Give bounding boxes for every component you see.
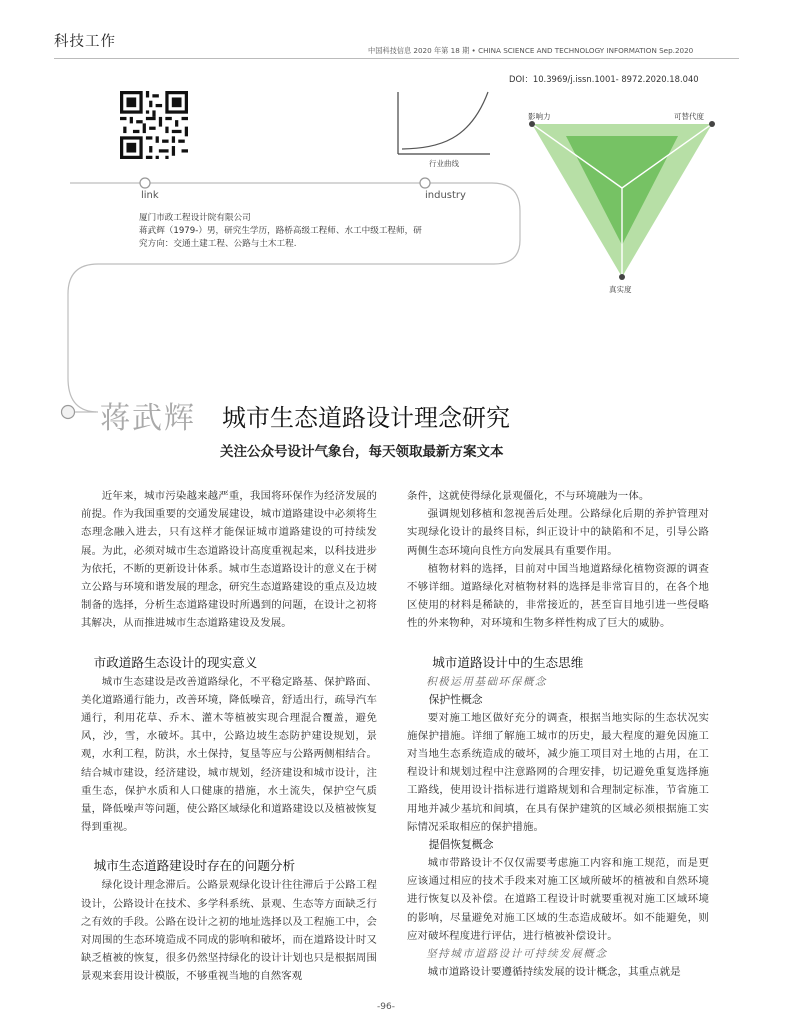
left-column <box>81 487 377 986</box>
sub-heading: 保护性概念 <box>428 692 483 706</box>
sub-heading-italic: 坚持城市道路设计可持续发展概念 <box>426 948 608 961</box>
article-subtitle: 关注公众号设计气象台，每天领取最新方案文本 <box>220 444 504 460</box>
triangle-label-influence: 影响力 <box>528 112 551 121</box>
qr-code <box>120 91 188 159</box>
article-title: 城市生态道路设计理念研究 <box>222 404 510 432</box>
doi-text: DOI：10.3969/j.issn.1001- 8972.2020.18.040 <box>509 74 699 84</box>
triangle-label-authenticity: 真实度 <box>609 285 632 294</box>
right-column <box>407 487 709 981</box>
curve-caption: 行业曲线 <box>429 159 459 168</box>
industry-node <box>420 178 430 188</box>
link-node <box>140 178 150 188</box>
paragraph: 要对施工地区做好充分的调查，根据当地实际的生态状况实施保护措施。详细了解施工城市的历史，最大程度的避免因施工对当地生态系统造成的破坏，减少施工项目对土地的占用，在工程设计和规划过程中注意路网的合理安排，切记避免重复选择施工路线，使用设计指标进行道路规划和合理制定标准，节省施工用地并减少基坑和间填，在具有保护建筑的区域必须根据施工实际情况采取相应的保护措施。 <box>407 711 709 833</box>
title-node <box>62 406 75 419</box>
paragraph: 植物材料的选择，目前对中国当地道路绿化植物资源的调查不够详细。道路绿化对植物材料的选择是非常盲目的，在各个地区使用的材料是稀缺的，非常接近的，甚至盲目地引进一些侵略性的外来物种，对环境和生物多样性构成了巨大的威胁。 <box>407 562 709 630</box>
sub-heading: 提倡恢复概念 <box>428 838 494 852</box>
paragraph: 城市带路设计不仅仅需要考虑施工内容和施工规范，而是更应该通过相应的技术手段来对施工区域所破坏的植被和自然环境进行恢复以及补偿。在道路工程设计时就要重视对施工区域环境的影响，尽量避免对施工区域的生态造成破坏。如不能避免，则应对破坏程度进行评估，进行植被补偿设计。 <box>407 857 709 942</box>
paragraph: 条件，这就使得绿化景观僵化，不与环境融为一体。 <box>407 490 650 502</box>
industry-curve <box>402 92 488 149</box>
section-heading: 市政道路生态设计的现实意义 <box>93 654 258 670</box>
paragraph: 城市道路设计要遵循持续发展的设计概念，其重点就是 <box>427 966 681 979</box>
author-info <box>139 212 499 251</box>
section-heading: 城市道路设计中的生态思维 <box>432 654 584 670</box>
author-research: 究方向：交通土建工程、公路与土木工程. <box>139 239 297 249</box>
author-name-title: 蒋武辉 <box>100 401 196 436</box>
paragraph: 强调规划移植和忽视善后处理。公路绿化后期的养护管理对实现绿化设计的最终目标，纠正设计中的缺陷和不足，引导公路两侧生态环境向良性方向发展具有重要作用。 <box>407 508 709 557</box>
link-label: link <box>141 190 159 201</box>
sub-heading-italic: 积极运用基础环保概念 <box>426 675 548 688</box>
journal-line: 中国科技信息 2020 年第 18 期 • CHINA SCIENCE AND TECHNOLOGY INFORMATION Sep.2020 <box>368 46 694 55</box>
author-org: 厦门市政工程设计院有限公司 <box>139 213 251 223</box>
paragraph: 绿化设计理念滞后。公路景观绿化设计往往滞后于公路工程设计，公路设计在技术、多学科系统、景观、生态等方面缺乏行之有效的手段。公路在设计之初的地址选择以及工程施工中，会对周围的生态环境造成不同成的影响和破坏，而在道路设计时又缺乏植被的恢复，很多仍然坚持绿化的设计计划也只是根据周围景观来套用设计模版，不够重视当地的自然客观 <box>81 879 377 983</box>
industry-label: industry <box>425 190 466 201</box>
section-heading: 城市生态道路建设时存在的问题分析 <box>93 858 296 874</box>
page-number: -96- <box>377 1002 395 1012</box>
triangle-label-replaceability: 可替代度 <box>674 112 704 121</box>
intro-paragraph: 近年来，城市污染越来越严重，我国将环保作为经济发展的前提。作为我国重要的交通发展建设，城市道路建设中必须将生态理念融入进去，只有这样才能保证城市道路建设的可持续发展。为此，必须对城市生态道路设计高度重视起来，以科技进步为依托，不断的更新设计体系。城市生态道路设计的意义在于树立公路与环境和谐发展的理念，研究生态道路建设的重点及边坡制备的选择，分析生态道路建设时所遇到的问题，在设计之初将其解决，从而推进城市生态道路建设及发展。 <box>81 490 377 630</box>
paragraph: 城市生态建设是改善道路绿化，不平稳定路基、保护路面、美化道路通行能力，改善环境，降低噪音，舒适出行，疏导汽车通行，利用花草、乔木、灌木等植被实现合理混合覆盖，避免风，沙，雪，水破坏。其中，公路边坡生态防护建设规划，景观，水利工程，防洪，水土保持，复垦等应与公路两侧相结合。结合城市建设，经济建设，城市规划，经济建设和城市设计，注重生态，保护水质和人口健康的措施，水土流失，保护空气质量，降低噪声等问题，使公路区域绿化和道路建设以及植被恢复得到重视。 <box>81 675 377 834</box>
author-bio: 蒋武辉（1979-）男，研究生学历，路桥高级工程师、水工中级工程师，研 <box>139 226 422 236</box>
qr-code-icon <box>120 91 188 159</box>
section-label: 科技工作 <box>54 34 116 50</box>
